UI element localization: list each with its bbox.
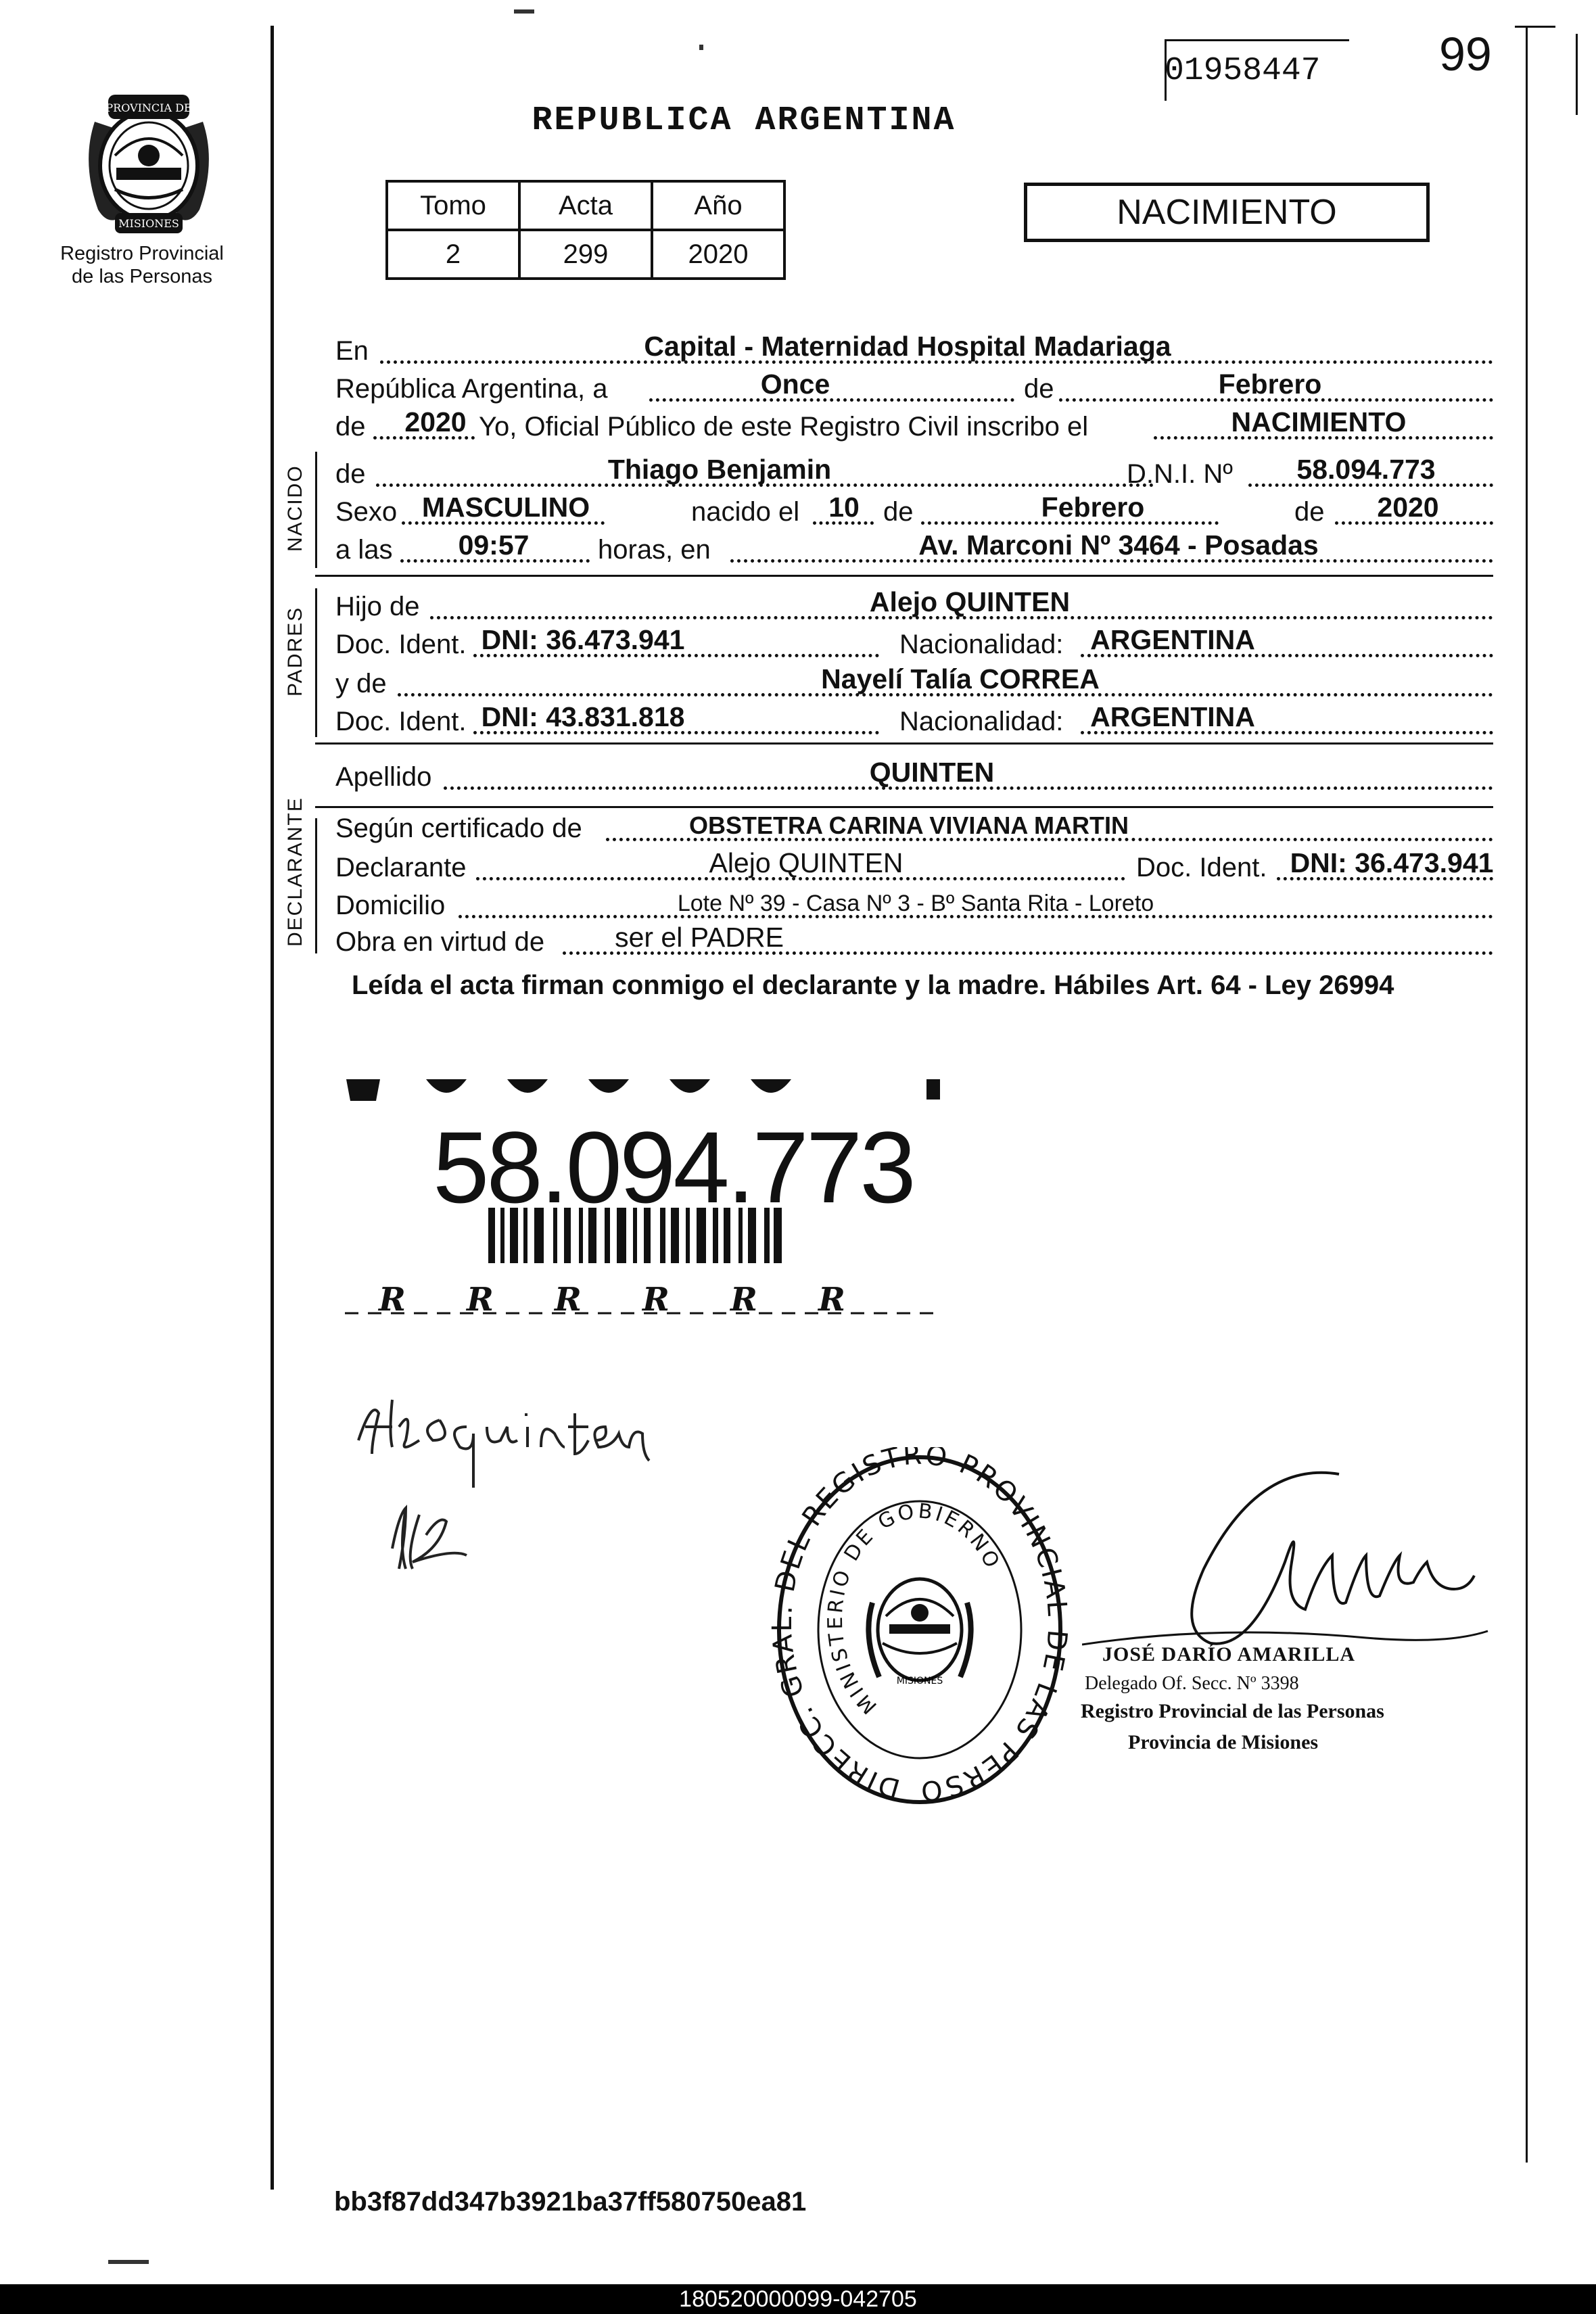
band-mark-r: R [818, 1281, 845, 1319]
value-certificado: OBSTETRA CARINA VIVIANA MARTIN [689, 811, 1129, 839]
serial-number: 01958447 [1165, 53, 1321, 89]
header-acta: Acta [519, 181, 652, 230]
value-sexo: MASCULINO [421, 492, 590, 523]
row-apellido [335, 757, 1493, 797]
label-republica: República Argentina, a [335, 374, 608, 404]
band-mark-r: R [642, 1281, 670, 1319]
side-label-padres: PADRES [284, 606, 306, 696]
page-number: 99 [1439, 28, 1492, 80]
label-segun: Según certificado de [335, 813, 582, 843]
row-declarante [335, 848, 1493, 887]
value-hora: 09:57 [458, 529, 530, 561]
row-padre [335, 587, 1493, 626]
label-nacido-el: nacido el [691, 497, 800, 527]
value-dni: 58.094.773 [1296, 454, 1436, 485]
value-anio: 2020 [652, 230, 784, 279]
row-inscripcion [335, 407, 1493, 446]
value-declarante: Alejo QUINTEN [709, 847, 903, 878]
declarant-signature-area [352, 1379, 690, 1603]
document-title: REPUBLICA ARGENTINA [532, 101, 956, 140]
top-ornament-band [346, 1079, 940, 1101]
value-lugar: Capital - Maternidad Hospital Madariaga [644, 331, 1171, 362]
value-dia-texto: Once [760, 369, 830, 400]
label-doc-ident-declarante: Doc. Ident. [1136, 853, 1267, 882]
row-certificado [335, 809, 1493, 848]
corner-mark [1515, 26, 1555, 28]
header-anio: Año [652, 181, 784, 230]
act-type-box: NACIMIENTO [1024, 183, 1430, 242]
label-obra: Obra en virtud de [335, 927, 545, 957]
label-en: En [335, 336, 369, 366]
seal-inner-text: MINISTERIO DE GOBIERNO [823, 1499, 1005, 1719]
section-separator [315, 742, 1493, 745]
padres-bracket [315, 588, 317, 737]
value-madre-nac: ARGENTINA [1090, 701, 1255, 732]
label-sexo: Sexo [335, 497, 398, 527]
label-doc-ident: Doc. Ident. [335, 630, 467, 659]
official-role: Delegado Of. Secc. Nº 3398 [1085, 1673, 1299, 1694]
value-apellido: QUINTEN [869, 757, 995, 788]
seal-center-text: MISIONES [896, 1676, 943, 1686]
closing-statement: Leída el acta firman conmigo el declarante y la madre. Hábiles Art. 64 - Ley 26994 [352, 970, 1394, 1000]
record-table-header-row [387, 181, 784, 230]
value-nombre: Thiago Benjamin [607, 454, 832, 485]
barcode-number: 58.094.773 [433, 1110, 914, 1224]
seal-outer-text: DIRECC. GR DEL REGISTRO PROVINCIA E LAS PERSO [771, 1447, 1069, 1807]
label-hijo-de: Hijo de [335, 592, 420, 621]
value-acta: 299 [519, 230, 652, 279]
value-domicilio: Lote Nº 39 - Casa Nº 3 - Bº Santa Rita - Loreto [677, 891, 1154, 916]
record-table [385, 180, 786, 280]
label-nacionalidad: Nacionalidad: [899, 707, 1064, 736]
official-signature-graphic [1082, 1461, 1501, 1663]
row-lugar [335, 331, 1493, 371]
record-table-value-row [387, 230, 784, 279]
label-domicilio: Domicilio [335, 891, 446, 920]
label-doc-ident: Doc. Ident. [335, 707, 467, 736]
official-province: Provincia de Misiones [1128, 1731, 1319, 1753]
official-name: JOSÉ DARÍO AMARILLA [1102, 1643, 1356, 1666]
label-dni: D.N.I. Nº [1127, 459, 1233, 489]
footer-id: 180520000099-042705 [679, 2286, 917, 2312]
registry-caption [27, 242, 257, 288]
band-mark-r: R [379, 1281, 406, 1319]
row-padre-doc [335, 625, 1493, 664]
value-tomo: 2 [387, 230, 519, 279]
label-apellido: Apellido [335, 762, 432, 792]
dotted-line [649, 398, 1014, 402]
section-separator [315, 806, 1493, 808]
label-de: de [1024, 374, 1054, 404]
row-madre-doc [335, 702, 1493, 741]
label-de: de [335, 412, 366, 442]
row-sexo [335, 492, 1493, 532]
value-madre: Nayelí Talía CORREA [821, 663, 1100, 694]
registry-caption-line2: de las Personas [72, 266, 212, 287]
row-obra [335, 922, 1493, 962]
row-madre [335, 664, 1493, 703]
side-label-nacido: NACIDO [284, 465, 306, 552]
bottom-ornament-band [345, 1281, 940, 1319]
left-margin-rule [271, 26, 274, 2190]
value-obra: ser el PADRE [615, 922, 784, 953]
row-fecha [335, 369, 1493, 408]
logo-bottom-text: MISIONES [118, 217, 179, 230]
band-mark-r: R [467, 1281, 494, 1319]
value-anio-nac: 2020 [1377, 492, 1439, 523]
seal-graphic [771, 1447, 1069, 1812]
seal-coat-of-arms-icon [868, 1579, 970, 1686]
label-yo: Yo, Oficial Público de este Registro Civil inscribo el [479, 412, 1089, 442]
row-domicilio [335, 886, 1493, 925]
nacido-bracket [315, 452, 317, 568]
declarant-signature [352, 1379, 690, 1603]
value-acto: NACIMIENTO [1231, 406, 1407, 438]
label-y-de: y de [335, 669, 387, 699]
scan-speck [699, 45, 703, 50]
side-label-declarante: DECLARANTE [284, 797, 306, 947]
row-hora [335, 530, 1493, 569]
label-nacionalidad: Nacionalidad: [899, 630, 1064, 659]
registry-caption-line1: Registro Provincial [60, 243, 224, 264]
label-de: de [335, 459, 366, 489]
label-de: de [1294, 497, 1325, 527]
band-mark-r: R [730, 1281, 757, 1319]
value-padre-nac: ARGENTINA [1090, 624, 1255, 655]
value-mes-texto: Febrero [1218, 369, 1322, 400]
label-horas-en: horas, en [598, 535, 711, 565]
document-hash: bb3f87dd347b3921ba37ff580750ea81 [334, 2187, 807, 2217]
value-declarante-doc: DNI: 36.473.941 [1290, 847, 1494, 878]
label-a-las: a las [335, 535, 393, 565]
scan-speck [514, 9, 534, 14]
value-lugar-nac: Av. Marconi Nº 3464 - Posadas [918, 529, 1319, 561]
row-nombre [335, 454, 1493, 494]
official-seal [771, 1447, 1069, 1812]
value-anio: 2020 [404, 406, 467, 438]
label-de: de [883, 497, 914, 527]
value-madre-doc: DNI: 43.831.818 [481, 701, 685, 732]
value-mes-nac: Febrero [1041, 492, 1145, 523]
declarante-bracket [315, 818, 317, 953]
footer-id-bar [0, 2284, 1596, 2314]
official-org: Registro Provincial de las Personas [1081, 1700, 1384, 1722]
official-signature [1082, 1461, 1501, 1663]
value-padre: Alejo QUINTEN [869, 586, 1071, 617]
logo-top-text: PROVINCIA DE [105, 101, 192, 114]
scan-speck [108, 2260, 149, 2264]
value-dia-nac: 10 [828, 492, 860, 523]
section-separator [315, 575, 1493, 577]
band-mark-r: R [555, 1281, 582, 1319]
label-declarante: Declarante [335, 853, 467, 882]
left-trim-line [1576, 34, 1578, 115]
value-padre-doc: DNI: 36.473.941 [481, 624, 685, 655]
header-tomo: Tomo [387, 181, 519, 230]
right-margin-rule [1526, 26, 1528, 2163]
